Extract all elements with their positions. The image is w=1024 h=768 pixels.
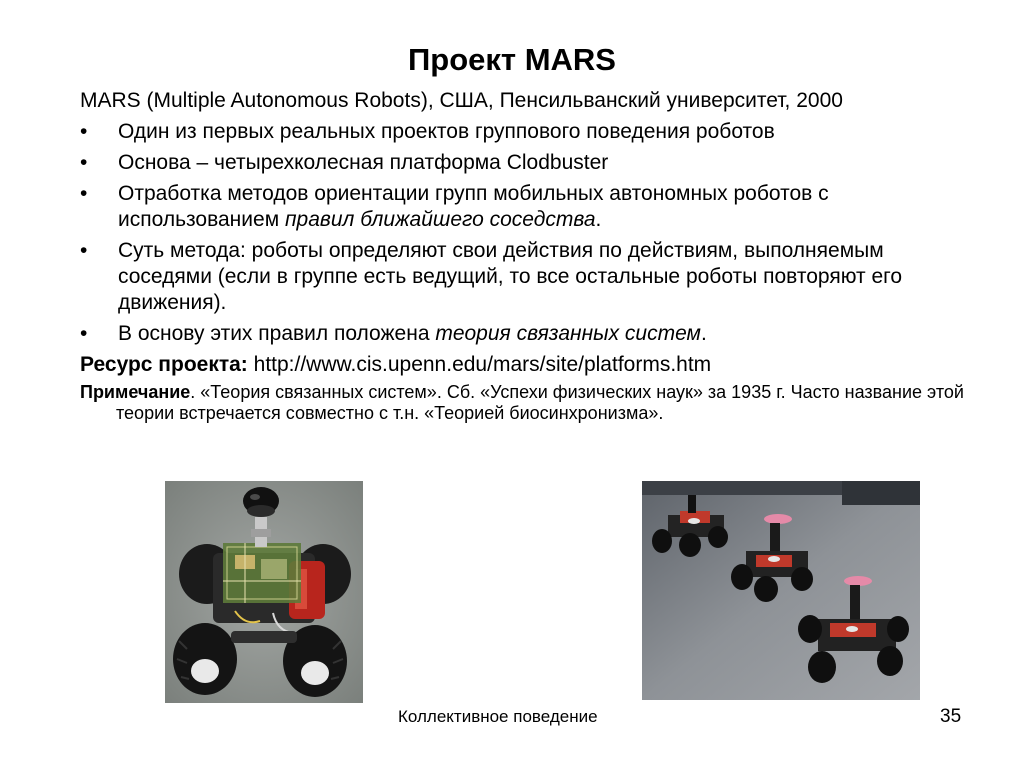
bullet-item xyxy=(80,238,980,316)
bullet-text-end: . xyxy=(700,322,707,345)
bullet-item xyxy=(80,119,980,145)
robot-group-illustration xyxy=(642,481,920,700)
bullet-text: Суть метода: роботы определяют свои действия по действиям, выполняемым соседями (если в группе есть ведущий, то все остальные роботы повторяют его движения). xyxy=(118,239,903,314)
bullet-marker: • xyxy=(80,322,88,345)
bullet-marker: • xyxy=(80,182,88,205)
bullet-item xyxy=(80,150,980,176)
bullet-marker: • xyxy=(80,151,88,174)
bullet-marker: • xyxy=(80,120,88,143)
resource-label: Ресурс проекта: xyxy=(80,353,248,376)
robot-photo-single xyxy=(165,481,363,703)
bullet-text: Один из первых реальных проектов группового поведения роботов xyxy=(118,120,775,143)
page-number: 35 xyxy=(940,706,962,727)
bullet-item xyxy=(80,181,980,233)
slide-title: Проект MARS xyxy=(408,42,616,77)
bullet-text: Отработка методов ориентации групп мобильных автономных роботов с использованием xyxy=(118,182,829,231)
bullet-item xyxy=(80,321,980,347)
bullet-text-end: . xyxy=(595,208,602,231)
resource-url: http://www.cis.upenn.edu/mars/site/platforms.htm xyxy=(253,353,712,376)
bullet-emphasis: теория связанных систем xyxy=(435,322,701,345)
bullet-text: Основа – четырехколесная платформа Clodbuster xyxy=(118,151,609,174)
bullet-emphasis: правил ближайшего соседства xyxy=(284,208,596,231)
bullet-marker: • xyxy=(80,239,88,262)
intro-text: MARS (Multiple Autonomous Robots), США, Пенсильванский университет, 2000 xyxy=(80,89,843,112)
robot-single-illustration xyxy=(165,481,363,703)
robot-photo-group xyxy=(642,481,920,700)
footer-course-title: Коллективное поведение xyxy=(398,707,598,726)
resource-line xyxy=(80,352,980,377)
note-block xyxy=(80,382,980,424)
note-label: Примечание xyxy=(80,382,191,402)
bullet-list xyxy=(80,119,980,347)
bullet-text: В основу этих правил положена xyxy=(118,322,436,345)
slide-content xyxy=(80,88,980,424)
note-text: . «Теория связанных систем». Сб. «Успехи физических наук» за 1935 г. Часто название этой теории встречается совместно с т.н. «Теорией биосинхронизма». xyxy=(116,382,964,423)
